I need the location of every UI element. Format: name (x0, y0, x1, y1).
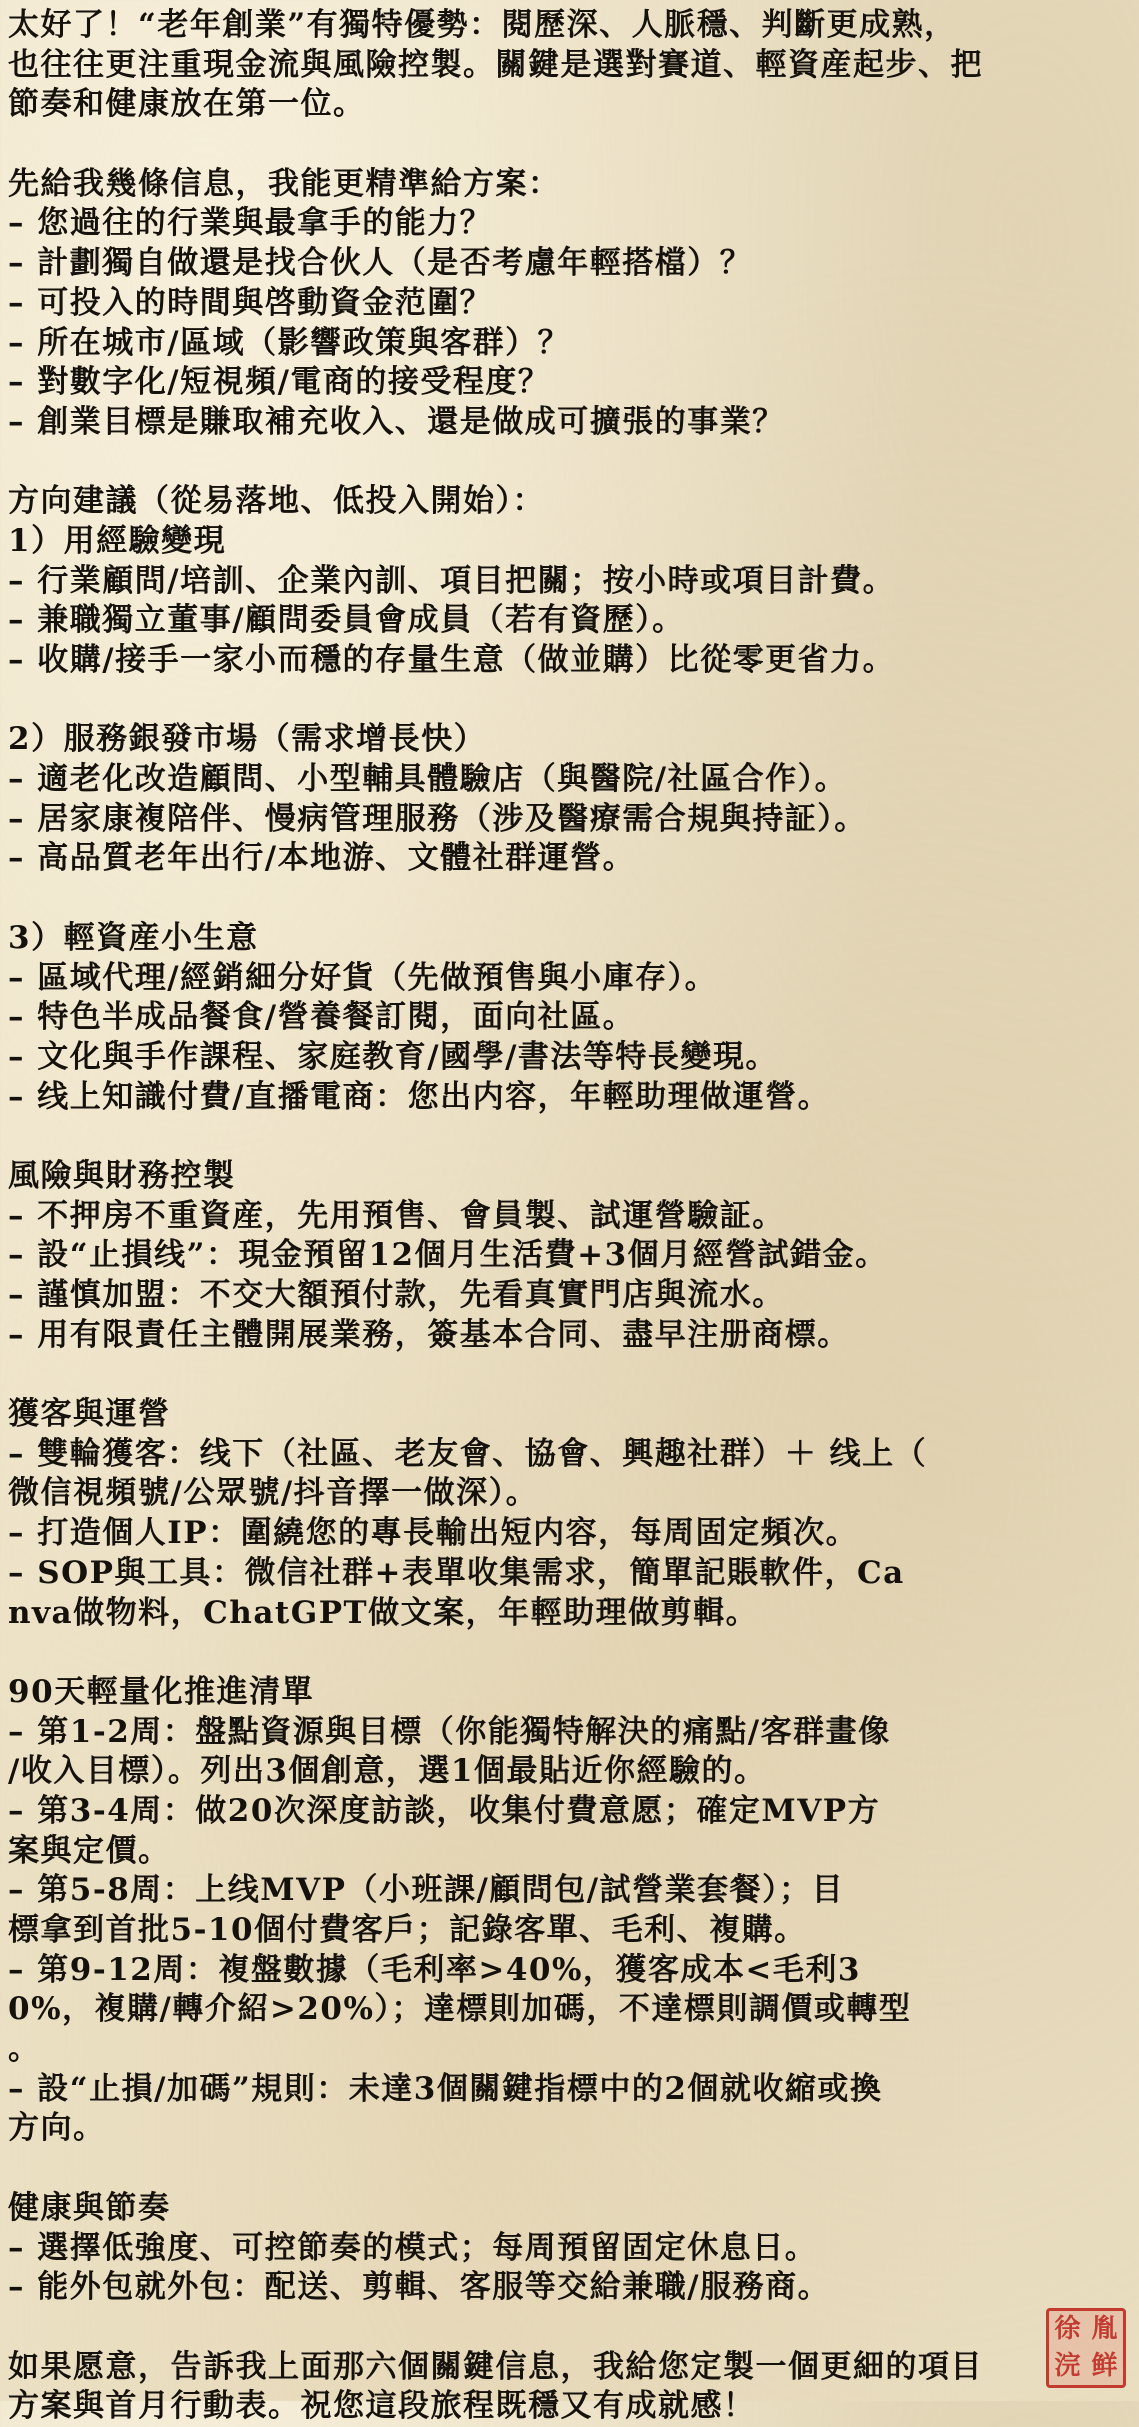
paragraph (8, 6, 1132, 125)
text-line: 。 (8, 2031, 41, 2068)
text-line: – 行業顧問/培訓、企業內訓、項目把關；按小時或項目計費。 (8, 562, 896, 599)
paragraph (8, 919, 1132, 1117)
text-line: nva做物料，ChatGPT做文案，年輕助理做剪輯。 (8, 1594, 759, 1631)
text-line: 也往往更注重現金流與風險控製。關鍵是選對賽道、輕資産起步、把 (8, 46, 983, 83)
paragraph-gap (8, 879, 1132, 919)
text-line: 節奏和健康放在第一位。 (8, 86, 366, 123)
text-line: – 不押房不重資産，先用預售、會員製、試運營驗証。 (8, 1197, 785, 1234)
text-line: 方案與首月行動表。祝您這段旅程既穩又有成就感！ (8, 2388, 756, 2425)
text-line: – 能外包就外包：配送、剪輯、客服等交給兼職/服務商。 (8, 2269, 831, 2306)
text-line: 先給我幾條信息，我能更精準給方案： (8, 165, 561, 202)
paragraph (8, 1673, 1132, 2149)
text-line: – 您過往的行業與最拿手的能力？ (8, 205, 493, 242)
text-line: – 第5-8周：上线MVP（小班課/顧問包/試營業套餐）；目 (8, 1872, 845, 1909)
text-line: – 兼職獨立董事/顧問委員會成員（若有資歷）。 (8, 602, 685, 639)
paragraph-gap (8, 1117, 1132, 1157)
text-line: – 用有限責任主體開展業務，簽基本合同、盡早注册商標。 (8, 1316, 850, 1353)
paragraph-gap (8, 2149, 1132, 2189)
paragraph (8, 720, 1132, 879)
text-line: – 特色半成品餐食/營養餐訂閱，面向社區。 (8, 999, 636, 1036)
text-line: – 選擇低強度、可控節奏的模式；每周預留固定休息日。 (8, 2229, 818, 2266)
red-seal-stamp (1046, 2308, 1126, 2388)
paragraph (8, 165, 1132, 443)
paragraph-gap (8, 443, 1132, 483)
text-line: 案與定價。 (8, 1832, 171, 1869)
text-line: – SOP與工具：微信社群+表單收集需求，簡單記賬軟件，Ca (8, 1554, 905, 1591)
paragraph (8, 482, 1132, 680)
seal-char: 胤 (1091, 2314, 1118, 2344)
text-line: 獲客與運營 (8, 1396, 171, 1433)
text-line: 微信視頻號/公眾號/抖音擇一做深）。 (8, 1475, 539, 1512)
text-line: 如果愿意，告訴我上面那六個關鍵信息，我給您定製一個更細的項目 (8, 2348, 983, 2385)
paragraph-gap (8, 681, 1132, 721)
paragraph-gap (8, 125, 1132, 165)
text-line: /收入目標）。列出3個創意，選1個最貼近你經驗的。 (8, 1753, 767, 1790)
text-line: 90天輕量化推進清單 (8, 1673, 315, 1710)
text-line: – 打造個人IP：圍繞您的專長輸出短内容，每周固定頻次。 (8, 1515, 859, 1552)
text-line: 標拿到首批5-10個付費客戶；記錄客單、毛利、複購。 (8, 1912, 807, 1948)
text-line: – 居家康複陪伴、慢病管理服務（涉及醫療需合規與持証）。 (8, 800, 867, 837)
text-line: – 第9-12周：複盤數據（毛利率>40%，獲客成本<毛利3 (8, 1951, 861, 1988)
text-line: – 雙輪獲客：线下（社區、老友會、協會、興趣社群）＋ 线上（ (8, 1435, 928, 1472)
seal-char: 鲜 (1091, 2351, 1118, 2381)
text-line: – 收購/接手一家小而穩的存量生意（做並購）比從零更省力。 (8, 642, 896, 678)
text-line: 風險與財務控製 (8, 1157, 236, 1194)
text-line: 2）服務銀發市場（需求增長快） (8, 721, 487, 758)
text-line: 方向建議（從易落地、低投入開始）： (8, 483, 545, 520)
paragraph (8, 1395, 1132, 1633)
text-line: – 可投入的時間與啓動資金范圍？ (8, 284, 493, 321)
text-line: – 高品質老年出行/本地游、文體社群運營。 (8, 840, 636, 877)
text-line: – 設“止損/加碼”規則：未達3個關鍵指標中的2個就收縮或換 (8, 2070, 883, 2107)
text-line: – 所在城市/區域（影響政策與客群）？ (8, 324, 571, 361)
text-line: – 线上知識付費/直播電商：您出内容，年輕助理做運營。 (8, 1078, 831, 1115)
text-line: – 對數字化/短視頻/電商的接受程度？ (8, 364, 551, 401)
text-line: – 第1-2周：盤點資源與目標（你能獨特解決的痛點/客群畫像 (8, 1713, 891, 1750)
text-line: – 計劃獨自做還是找合伙人（是否考慮年輕搭檔）？ (8, 245, 753, 282)
text-line: 3）輕資産小生意 (8, 919, 259, 956)
paragraph-gap (8, 2308, 1132, 2348)
text-line: – 謹慎加盟：不交大額預付款，先看真實門店與流水。 (8, 1277, 785, 1313)
text-line: – 文化與手作課程、家庭教育/國學/書法等特長變現。 (8, 1038, 778, 1075)
text-line: – 區域代理/經銷細分好貨（先做預售與小庫存）。 (8, 959, 718, 996)
paragraph (8, 2189, 1132, 2308)
text-line: 方向。 (8, 2110, 106, 2147)
text-line: 健康與節奏 (8, 2189, 171, 2226)
text-line: 1）用經驗變現 (8, 522, 227, 559)
paragraph-gap (8, 1633, 1132, 1673)
paragraph (8, 2348, 1132, 2427)
seal-char: 浣 (1054, 2351, 1081, 2381)
paragraph (8, 1157, 1132, 1355)
text-line: – 創業目標是賺取補充收入、還是做成可擴張的事業？ (8, 403, 785, 440)
text-line: 0%，複購/轉介紹>20%）；達標則加碼，不達標則調價或轉型 (8, 1991, 912, 2028)
paragraph-gap (8, 1355, 1132, 1395)
document-body (8, 6, 1132, 2427)
seal-char: 徐 (1054, 2314, 1081, 2344)
text-line: – 適老化改造顧問、小型輔具體驗店（與醫院/社區合作）。 (8, 761, 848, 798)
text-line: 太好了！“老年創業”有獨特優勢：閱歷深、人脈穩、判斷更成熟， (8, 7, 957, 43)
text-line: – 設“止損线”：現金預留12個月生活費+3個月經營試錯金。 (8, 1237, 888, 1274)
text-line: – 第3-4周：做20次深度訪談，收集付費意愿；確定MVP方 (8, 1792, 881, 1829)
